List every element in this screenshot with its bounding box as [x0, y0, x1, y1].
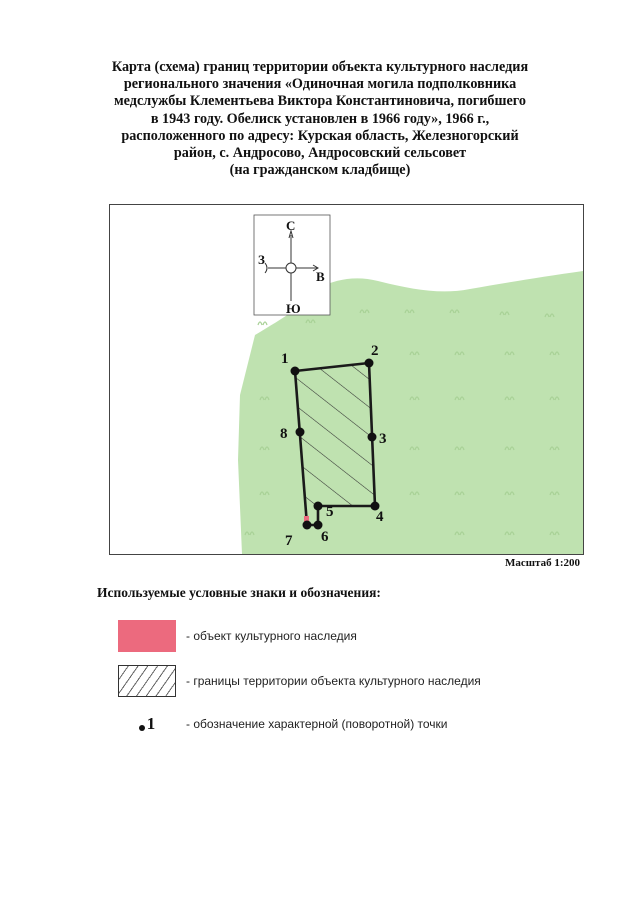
heritage-territory-boundary [295, 363, 375, 525]
legend-item-text: - границы территории объекта культурного наследия [186, 674, 481, 688]
point-label-7: 7 [285, 533, 293, 549]
point-label-5: 5 [326, 504, 334, 520]
compass-east: В [316, 269, 325, 284]
point-2 [365, 359, 374, 368]
point-label-6: 6 [321, 529, 329, 545]
point-1 [291, 367, 300, 376]
point-label-8: 8 [280, 426, 288, 442]
title-line: медслужбы Клементьева Виктора Константиновича, погибшего [114, 93, 526, 110]
title-line: район, с. Андросово, Андросовский сельсовет [173, 145, 467, 162]
legend-title: Используемые условные знаки и обозначения: [97, 585, 381, 600]
title-line: в 1943 году. Обелиск установлен в 1966 году», 1966 г., [150, 110, 490, 127]
map-scale: Масштаб 1:200 [504, 557, 580, 569]
point-5 [314, 502, 323, 511]
compass-rose [254, 215, 330, 316]
compass-north: С [286, 218, 296, 233]
point-label-3: 3 [379, 431, 387, 447]
point-dot-icon [139, 725, 145, 731]
legend-item-text: - обозначение характерной (поворотной) точки [186, 717, 448, 731]
legend-item-text: - объект культурного наследия [186, 629, 357, 643]
point-icon [118, 708, 176, 740]
point-sample-label: 1 [146, 714, 156, 733]
red-rectangle-icon [118, 620, 176, 652]
point-label-4: 4 [376, 509, 384, 525]
title-line: (на гражданском кладбище) [229, 162, 411, 179]
hatched-rectangle-icon [118, 665, 176, 697]
map-canvas [110, 205, 583, 554]
compass-west: З [258, 252, 265, 267]
point-8 [296, 428, 305, 437]
title-line: Карта (схема) границ территории объекта культурного наследия [111, 59, 529, 75]
title-line: регионального значения «Одиночная могила подполковника [123, 76, 517, 93]
compass-south: Ю [286, 301, 301, 316]
point-label-2: 2 [371, 343, 379, 359]
map-title [0, 59, 640, 179]
title-line: расположенного по адресу: Курская область, Железногорский [121, 127, 519, 144]
point-label-1: 1 [281, 351, 289, 367]
map-frame [109, 204, 584, 555]
point-7 [303, 521, 312, 530]
point-3 [368, 433, 377, 442]
